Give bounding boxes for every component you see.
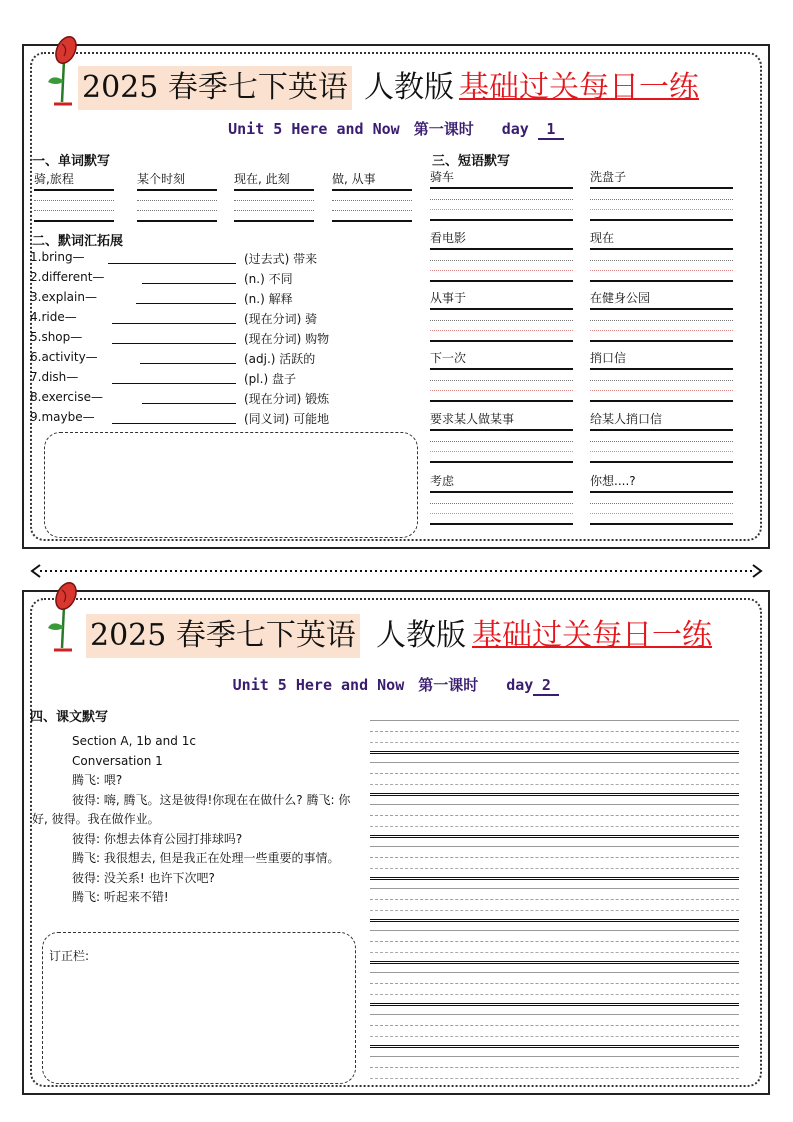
passage-line: 彼得: 你想去体育公园打排球吗? [72,831,243,846]
section1-title: 一、单词默写 [32,154,111,169]
section4-title: 四、课文默写 [30,710,109,725]
passage-line: 彼得: 嗨, 腾飞。这是彼得!你现在在做什么? 腾飞: 你好, 彼得。我在做作业。 [32,792,351,826]
phrase-blank[interactable]: 现在 [590,229,733,282]
title-edition: 人教版 [364,70,454,105]
section2-title: 二、默词汇拓展 [32,234,124,249]
writing-lines[interactable] [370,836,739,880]
passage-line: 腾飞: 听起来不错! [72,890,169,904]
phrase-blank[interactable]: 要求某人做某事 [430,410,573,463]
expand-row[interactable]: 7.dish— (pl.) 盘子 [30,370,296,386]
passage-line: Section A, 1b and 1c [72,734,196,748]
passage-line: 腾飞: 喂? [72,773,123,787]
worksheet-day1 [22,44,770,549]
title-tagline: 基础过关每日一练 [459,70,699,105]
phrase-blank[interactable]: 捎口信 [590,349,733,402]
phrase-blank[interactable]: 看电影 [430,229,573,282]
phrase-blank[interactable]: 下一次 [430,349,573,402]
phrase-blank[interactable]: 考虑 [430,472,573,525]
word-blank-4[interactable] [332,170,412,222]
separator-arrow-icon [30,563,763,579]
page-title [24,614,768,658]
expand-row[interactable]: 2.different— (n.) 不同 [30,270,293,286]
phrase-blank[interactable]: 你想....? [590,472,733,525]
notes-box[interactable] [44,432,418,538]
passage-line: 彼得: 没关系! 也许下次吧? [72,870,215,885]
title-tagline: 基础过关每日一练 [472,618,712,653]
word-blank-2[interactable] [137,170,217,222]
title-edition: 人教版 [376,618,466,653]
writing-lines[interactable] [370,878,739,922]
correction-box[interactable] [42,932,356,1084]
writing-lines[interactable] [370,752,739,796]
writing-lines[interactable] [370,710,739,754]
passage-line: Conversation 1 [72,753,163,768]
word-label: 骑,旅程 [34,170,114,191]
phrase-blank[interactable]: 给某人捎口信 [590,410,733,463]
writing-lines[interactable] [370,1046,739,1079]
expand-row[interactable]: 3.explain— (n.) 解释 [30,290,293,306]
word-label: 某个时刻 [137,170,217,191]
phrase-blank[interactable]: 从事于 [430,289,573,342]
expand-row[interactable]: 8.exercise— (现在分词) 锻炼 [30,390,330,406]
passage-text [32,732,362,908]
writing-lines[interactable] [370,1004,739,1048]
word-label: 现在, 此刻 [234,170,314,191]
writing-lines[interactable] [370,920,739,964]
expand-row[interactable]: 4.ride— (现在分词) 骑 [30,310,318,326]
section3-title: 三、短语默写 [432,154,511,169]
expand-row[interactable]: 9.maybe— (同义词) 可能地 [30,410,330,426]
word-blank-1[interactable] [34,170,114,222]
title-main: 2025 春季七下英语 [86,614,360,658]
worksheet-day2 [22,590,770,1095]
phrase-blank[interactable]: 洗盘子 [590,168,733,221]
passage-line: 腾飞: 我很想去, 但是我正在处理一些重要的事情。 [72,851,340,865]
word-blank-3[interactable] [234,170,314,222]
correction-label: 订正栏: [49,949,90,963]
title-main: 2025 春季七下英语 [78,66,352,110]
phrase-blank[interactable]: 在健身公园 [590,289,733,342]
expand-row[interactable]: 5.shop— (现在分词) 购物 [30,330,330,346]
writing-lines[interactable] [370,794,739,838]
expand-row[interactable]: 1.bring— (过去式) 带来 [30,250,318,266]
word-label: 做, 从事 [332,170,412,191]
subtitle: Unit 5 Here and Now 第一课时 day 1 [24,118,768,140]
subtitle: Unit 5 Here and Now 第一课时 day 2 [24,674,768,696]
phrase-blank[interactable]: 骑车 [430,168,573,221]
expand-row[interactable]: 6.activity— (adj.) 活跃的 [30,350,316,366]
page-title [24,66,768,110]
writing-lines[interactable] [370,962,739,1006]
